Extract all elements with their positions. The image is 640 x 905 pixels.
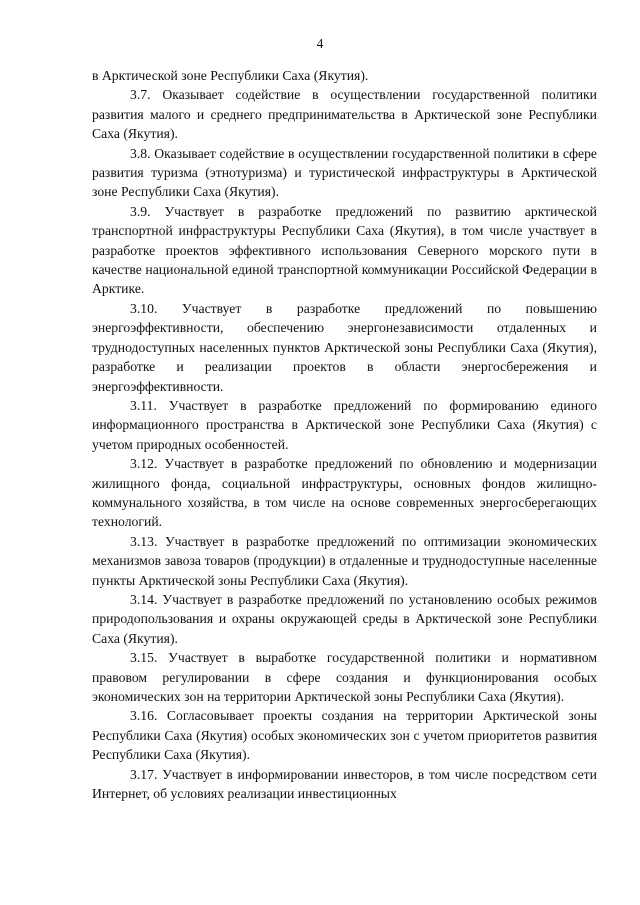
- paragraph-3-14: 3.14. Участвует в разработке предложений по установлению особых режимов природопользования и охраны окружающей среды в Арктической зоне Республики Саха (Якутия).: [92, 591, 597, 646]
- paragraph-3-15: 3.15. Участвует в выработке государственной политики и нормативном правовом регулировании в сфере создания и функционирования особых экономических зон на территории Арктической зоны Республики Саха (Якутия).: [92, 650, 597, 704]
- paragraph-3-13: 3.13. Участвует в разработке предложений по оптимизации экономических механизмов завоза товаров (продукции) в отдаленные и труднодоступные населенные пункты Арктической зоны Республики Саха (Якутия).: [92, 533, 597, 588]
- paragraph-3-11: 3.11. Участвует в разработке предложений по формированию единого информационного пространства в Арктической зоне Республики Саха (Якутия) с учетом природных особенностей.: [92, 397, 597, 452]
- paragraph-3-7: 3.7. Оказывает содействие в осуществлении государственной политики развития малого и среднего предпринимательства в Арктической зоне Республики Саха (Якутия).: [92, 87, 597, 142]
- paragraph-3-8: 3.8. Оказывает содействие в осуществлении государственной политики в сфере развития туризма (этнотуризма) и туристической инфраструктуры в Арктической зоне Республики Саха (Якутия).: [92, 145, 597, 200]
- paragraph-3-16: 3.16. Согласовывает проекты создания на территории Арктической зоны Республики Саха (Якутия) особых экономических зон с учетом приоритетов развития Республики Саха (Якутия).: [92, 708, 597, 763]
- paragraph-continuation: в Арктической зоне Республики Саха (Якутия).: [92, 68, 369, 83]
- page-number: 4: [316, 36, 324, 51]
- paragraph-3-17: 3.17. Участвует в информировании инвесторов, в том числе посредством сети Интернет, об условиях реализации инвестиционных: [92, 766, 597, 802]
- paragraph-3-10: 3.10. Участвует в разработке предложений по повышению энергоэффективности, обеспечению энергонезависимости отдаленных и труднодоступных населенных пунктов Арктической зоны Республики Саха (Якутия), разработке и реализации проектов в области энергосбережения и энергоэффективности.: [92, 300, 597, 394]
- document-body: [92, 66, 597, 803]
- paragraph-3-12: 3.12. Участвует в разработке предложений по обновлению и модернизации жилищного фонда, социальной инфраструктуры, основных фондов жилищно-коммунального хозяйства, в том числе на основе современных энергосберегающих технологий.: [92, 456, 597, 530]
- paragraph-3-9: 3.9. Участвует в разработке предложений по развитию арктической транспортной инфраструктуры Республики Саха (Якутия), в том числе участвует в разработке проектов эффективного использования Северного морского пути в качестве национальной единой транспортной коммуникации Российской Федерации в Арктике.: [92, 203, 597, 297]
